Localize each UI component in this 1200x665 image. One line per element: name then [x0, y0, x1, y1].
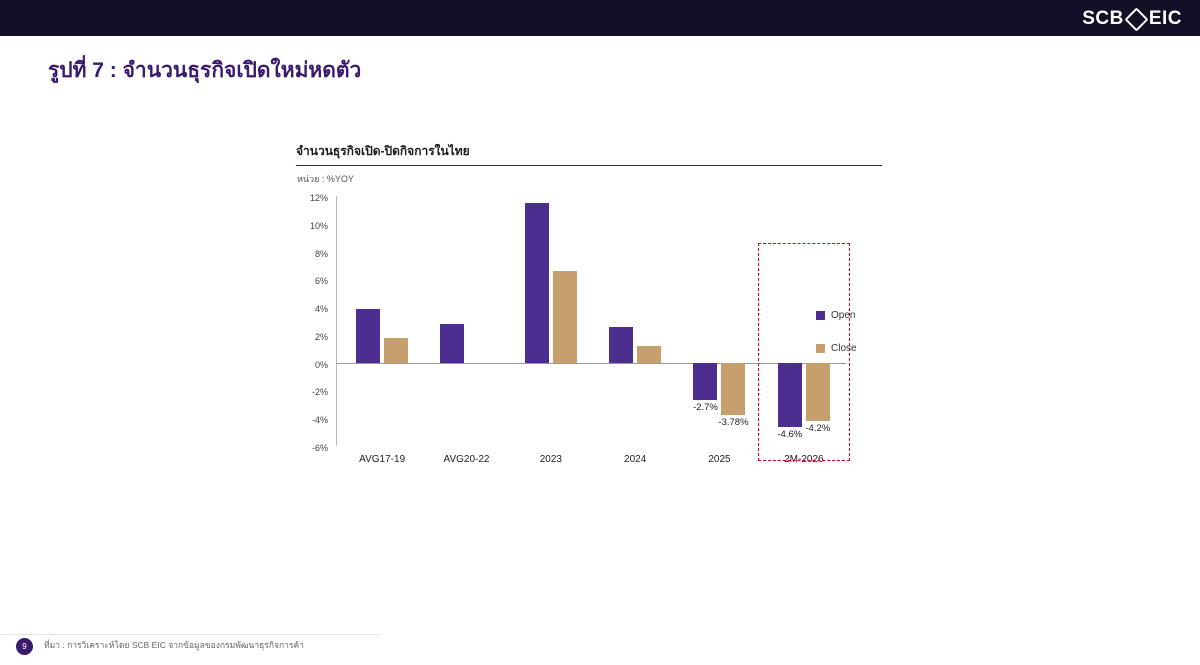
y-axis-line — [336, 196, 337, 446]
bar-open[interactable] — [356, 309, 380, 363]
y-axis-tick: 12% — [309, 193, 328, 203]
page-title: รูปที่ 7 : จำนวนธุรกิจเปิดใหม่หดตัว — [48, 59, 362, 82]
y-axis-tick: 2% — [314, 331, 328, 342]
bar-value-label: -4.2% — [805, 423, 831, 434]
y-axis-tick: -4% — [311, 415, 328, 426]
plot-area — [296, 186, 886, 476]
chart-legend — [816, 310, 857, 376]
bar-open[interactable] — [440, 324, 464, 363]
y-axis-tick: 10% — [309, 220, 328, 231]
brand-right-text: EIC — [1148, 8, 1182, 29]
legend-swatch-icon — [816, 311, 825, 320]
top-bar — [0, 0, 1200, 36]
y-axis-tick: -6% — [311, 443, 328, 453]
bar-open[interactable] — [609, 327, 633, 363]
y-axis-tick: 4% — [314, 304, 328, 315]
y-axis-tick: -2% — [311, 387, 328, 398]
chart-subtitle: หน่วย : %YOY — [297, 174, 354, 184]
bar-value-label: -2.7% — [693, 402, 718, 414]
x-axis-label: 2024 — [624, 454, 647, 465]
bar-group — [593, 196, 677, 446]
legend-item-open[interactable] — [816, 310, 857, 321]
page-number-badge: 9 — [16, 638, 33, 655]
x-axis-label: 2025 — [708, 454, 731, 465]
bar-group — [509, 196, 593, 446]
footer-divider — [0, 634, 380, 635]
bar-open[interactable] — [693, 363, 717, 401]
x-axis-label: 2023 — [539, 454, 562, 465]
bar-close[interactable] — [637, 346, 661, 363]
y-axis — [296, 193, 332, 453]
bar-group — [424, 196, 508, 446]
chart-title: จำนวนธุรกิจเปิด-ปิดกิจการในไทย — [296, 144, 470, 158]
chart-container — [296, 142, 886, 492]
y-axis-tick: 0% — [314, 359, 328, 370]
x-axis-label: AVG17-19 — [359, 454, 406, 465]
x-axis-label: 2M-2026 — [784, 454, 824, 465]
bar-close[interactable] — [721, 363, 745, 416]
bar-value-label: -4.6% — [777, 428, 803, 440]
y-axis-tick: 8% — [314, 248, 328, 259]
x-axis-label: AVG20-22 — [443, 454, 490, 465]
y-axis-tick: 6% — [314, 276, 328, 287]
bar-open[interactable] — [525, 203, 549, 363]
source-note: ที่มา : การวิเคราะห์โดย SCB EIC จากข้อมูลของกรมพัฒนาธุรกิจการค้า — [44, 640, 304, 650]
bar-close[interactable] — [553, 271, 577, 363]
title-divider — [296, 165, 882, 166]
diamond-icon — [1124, 7, 1148, 31]
legend-label: Close — [831, 343, 857, 354]
brand-left-text: SCB — [1082, 8, 1124, 29]
legend-swatch-icon — [816, 344, 825, 353]
bar-group — [677, 196, 761, 446]
legend-item-close[interactable] — [816, 343, 857, 354]
bar-close[interactable] — [384, 338, 408, 363]
brand-logo — [1082, 8, 1182, 30]
legend-label: Open — [831, 310, 856, 321]
bar-group — [340, 196, 424, 446]
bar-value-label: -3.78% — [718, 417, 749, 429]
